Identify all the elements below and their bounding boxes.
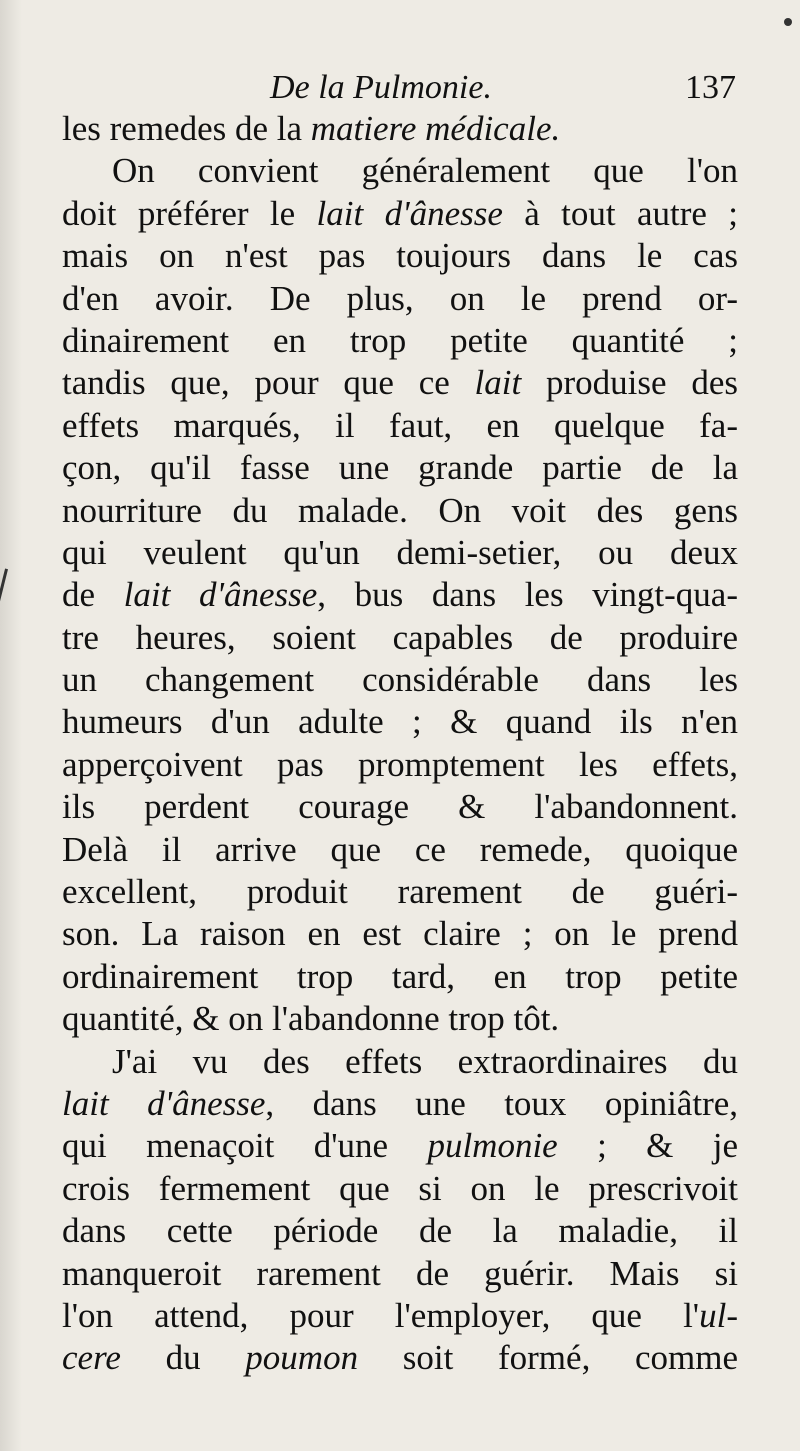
text-segment: de: [62, 575, 124, 615]
text-line: [62, 532, 738, 574]
italic-text: lait d'ânesse: [62, 1083, 266, 1123]
text-segment: ils perdent courage & l'abandonnent.: [62, 787, 738, 827]
text-segment: apperçoivent pas promptement les effets,: [62, 744, 738, 784]
text-line: [62, 913, 738, 955]
text-segment: quantité, & on l'abandonne trop tôt.: [62, 999, 560, 1039]
page-gutter-shadow: [0, 0, 22, 1451]
text-segment: du: [120, 1338, 246, 1378]
text-segment: qui menaçoit d'une: [62, 1126, 428, 1166]
text-segment: soit formé, comme: [358, 1338, 739, 1378]
text-line: [62, 1125, 738, 1167]
text-line: [62, 235, 738, 277]
italic-text: poumon: [245, 1338, 359, 1378]
text-line: [62, 447, 738, 489]
italic-text: lait d'ânesse: [123, 575, 318, 615]
text-segment: les remedes de la: [62, 109, 311, 148]
text-segment: , bus dans les vingt-qua-: [317, 575, 739, 615]
text-segment: d'en avoir. De plus, on le prend or-: [62, 278, 738, 318]
text-segment: qui veulent qu'un demi-setier, ou deux: [62, 532, 738, 572]
text-segment: à tout autre ;: [502, 193, 739, 233]
text-line: [62, 278, 738, 320]
text-line: [62, 1210, 738, 1252]
text-line: [62, 659, 738, 701]
text-line: [62, 956, 738, 998]
body-text: [62, 108, 738, 1380]
text-line: [62, 786, 738, 828]
text-line: [62, 998, 738, 1040]
text-segment: On convient généralement que l'on: [112, 151, 738, 191]
text-segment: humeurs d'un adulte ; & quand ils n'en: [62, 702, 738, 742]
text-line: [62, 362, 738, 404]
text-segment: un changement considérable dans les: [62, 660, 738, 700]
italic-text: ul-: [699, 1295, 738, 1335]
text-line: [62, 871, 738, 913]
text-segment: dans cette période de la maladie, il: [62, 1211, 738, 1251]
text-line: [62, 1041, 738, 1083]
page-number: 137: [685, 69, 736, 106]
italic-text: cere: [62, 1338, 121, 1378]
corner-dot: [784, 18, 792, 26]
text-segment: çon, qu'il fasse une grande partie de la: [62, 448, 738, 488]
text-line: [62, 490, 738, 532]
italic-text: matiere médicale.: [310, 109, 561, 148]
text-line: [62, 320, 738, 362]
text-line: [62, 405, 738, 447]
text-segment: tre heures, soient capables de produire: [62, 617, 738, 657]
text-segment: effets marqués, il faut, en quelque fa-: [62, 405, 738, 445]
text-segment: ; & je: [557, 1126, 738, 1166]
italic-text: lait d'ânesse: [316, 193, 503, 233]
running-head: [60, 66, 742, 110]
italic-text: lait: [474, 363, 522, 403]
text-segment: Delà il arrive que ce remede, quoique: [62, 829, 738, 869]
text-line: [62, 1337, 738, 1379]
text-line: [62, 744, 738, 786]
text-line: [62, 1083, 738, 1125]
text-segment: nourriture du malade. On voit des gens: [62, 490, 738, 530]
text-line: [62, 150, 738, 192]
running-title: De la Pulmonie.: [270, 69, 492, 106]
text-segment: J'ai vu des effets extraordinaires du: [112, 1041, 738, 1081]
text-segment: dinairement en trop petite quantité ;: [62, 320, 738, 360]
text-line: [62, 108, 738, 150]
text-line: [62, 1168, 738, 1210]
text-segment: crois fermement que si on le prescrivoit: [62, 1168, 738, 1208]
text-line: [62, 701, 738, 743]
text-line: [62, 1295, 738, 1337]
text-segment: excellent, produit rarement de guéri-: [62, 872, 738, 912]
text-segment: , dans une toux opiniâtre,: [265, 1083, 739, 1123]
text-segment: son. La raison en est claire ; on le prend: [62, 914, 738, 954]
text-line: [62, 617, 738, 659]
text-segment: l'on attend, pour l'employer, que l': [62, 1295, 700, 1335]
text-line: [62, 829, 738, 871]
text-segment: manqueroit rarement de guérir. Mais si: [62, 1253, 738, 1293]
text-segment: doit préférer le: [62, 193, 317, 233]
italic-text: pulmonie: [427, 1126, 558, 1166]
text-segment: tandis que, pour que ce: [62, 363, 475, 403]
text-line: [62, 193, 738, 235]
text-segment: ordinairement trop tard, en trop petite: [62, 956, 738, 996]
text-segment: produise des: [521, 363, 738, 403]
text-line: [62, 1253, 738, 1295]
text-line: [62, 574, 738, 616]
text-segment: mais on n'est pas toujours dans le cas: [62, 236, 738, 276]
